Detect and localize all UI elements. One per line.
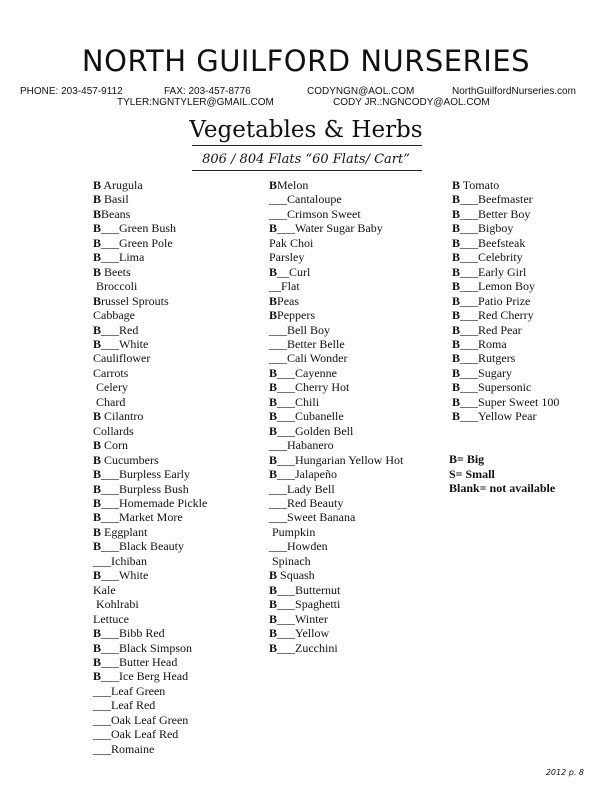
list-item: Kale — [93, 582, 116, 597]
list-item: ___Oak Leaf Green — [93, 712, 189, 727]
list-item: B__Curl — [269, 264, 311, 279]
list-item: ___Leaf Red — [93, 698, 156, 713]
list-item: B___Winter — [269, 611, 328, 626]
list-item: B___White — [93, 568, 149, 583]
list-item: B___Red Pear — [452, 322, 522, 337]
list-item: ___Romaine — [93, 741, 155, 756]
list-item: ___Bell Boy — [269, 322, 331, 337]
list-item: B Tomato — [452, 178, 500, 192]
list-item: B___Ice Berg Head — [93, 669, 189, 684]
list-item: B Cucumbers — [93, 452, 159, 467]
list-item: B___Cayenne — [269, 365, 337, 380]
list-item: ___Sweet Banana — [269, 510, 356, 525]
list-item: B___Spaghetti — [269, 597, 341, 612]
list-item: B Beets — [93, 264, 131, 279]
list-item: B___Chili — [269, 394, 320, 409]
list-item: Chard — [93, 394, 126, 409]
list-item: B___Bigboy — [452, 221, 514, 236]
list-item: ___Red Beauty — [269, 495, 344, 510]
list-item: Kohlrabi — [93, 597, 139, 612]
list-item: Brussel Sprouts — [93, 293, 169, 308]
section-title: Vegetables & Herbs — [189, 117, 423, 143]
list-item: Cabbage — [93, 308, 135, 323]
fax-number: FAX: 203-457-8776 — [164, 86, 251, 97]
list-item: B___Lemon Boy — [452, 279, 536, 294]
email-tyler: TYLER:NGNTYLER@GMAIL.COM — [117, 97, 274, 108]
list-item: B___Hungarian Yellow Hot — [269, 452, 404, 467]
page-title: NORTH GUILFORD NURSERIES — [81, 44, 531, 78]
legend-blank: Blank= not available — [449, 481, 556, 495]
list-item: B___Homemade Pickle — [93, 495, 208, 510]
list-item: B Corn — [93, 438, 129, 453]
list-item: ___Lady Bell — [269, 481, 335, 496]
list-item: Spinach — [269, 553, 311, 568]
list-item: B___Patio Prize — [452, 293, 531, 308]
section-subtitle: 806 / 804 Flats “60 Flats/ Cart” — [202, 152, 410, 167]
list-item: B___Black Beauty — [93, 539, 184, 554]
list-item: B___Butter Head — [93, 654, 178, 669]
list-item: B___Cubanelle — [269, 409, 344, 424]
list-item: B Cilantro — [93, 409, 144, 424]
list-item: BPeas — [269, 293, 300, 308]
list-item: B___Burpless Early — [93, 467, 191, 482]
list-item: Carrots — [93, 365, 129, 380]
list-item: Collards — [93, 423, 134, 438]
list-item: B___Beefmaster — [452, 192, 533, 207]
list-item: Cauliflower — [93, 351, 151, 366]
list-item: B___Green Pole — [93, 235, 173, 250]
list-item: B___Cherry Hot — [269, 380, 350, 395]
list-item: Broccoli — [93, 279, 138, 294]
list-item: B___Lima — [93, 250, 145, 265]
email-cody-jr: CODY JR.:NGNCODY@AOL.COM — [333, 97, 490, 108]
list-item: Parsley — [269, 250, 305, 265]
list-item: B___Roma — [452, 336, 507, 351]
list-item: Pak Choi — [269, 235, 314, 250]
item-column-1 — [93, 178, 207, 756]
list-item: BPeppers — [269, 308, 316, 323]
list-item: B___White — [93, 336, 149, 351]
list-item: B___Jalapeño — [269, 467, 337, 482]
list-item: Lettuce — [93, 611, 129, 626]
list-item: B___Golden Bell — [269, 423, 354, 438]
list-item: ___Oak Leaf Red — [93, 727, 179, 742]
list-item: B___Better Boy — [452, 206, 531, 221]
list-item: ___Cantaloupe — [269, 192, 342, 207]
list-item: B Eggplant — [93, 524, 148, 539]
list-item: B Squash — [269, 568, 315, 583]
list-item: B___Burpless Bush — [93, 481, 189, 496]
email-main: CODYNGN@AOL.COM — [307, 86, 415, 97]
item-column-3 — [452, 178, 559, 424]
list-item: Celery — [93, 380, 128, 395]
list-item: B___Green Bush — [93, 221, 177, 236]
list-item: B___Super Sweet 100 — [452, 394, 560, 409]
list-item: B Basil — [93, 192, 129, 207]
list-item: B___Red Cherry — [452, 308, 534, 323]
list-item: Pumpkin — [269, 524, 316, 539]
list-item: B___Yellow Pear — [452, 409, 537, 424]
list-item: BBeans — [93, 206, 131, 221]
legend-big: B= Big — [449, 452, 485, 466]
legend — [449, 452, 555, 496]
list-item: B___Early Girl — [452, 264, 527, 279]
list-item: B___Water Sugar Baby — [269, 221, 383, 236]
divider-bottom — [192, 170, 422, 171]
item-column-2 — [269, 178, 403, 655]
list-item: ___Ichiban — [93, 553, 147, 568]
list-item: BMelon — [269, 178, 309, 192]
list-item: B___Rutgers — [452, 351, 516, 366]
phone-number: PHONE: 203-457-9112 — [20, 86, 123, 97]
list-item: B___Supersonic — [452, 380, 532, 395]
list-item: B___Butternut — [269, 582, 341, 597]
website: NorthGuilfordNurseries.com — [452, 86, 576, 97]
list-item: B___Market More — [93, 510, 183, 525]
page-footer: 2012 p. 8 — [545, 768, 584, 777]
list-item: __Flat — [269, 279, 300, 294]
list-item: B Arugula — [93, 178, 143, 192]
list-item: B___Bibb Red — [93, 626, 165, 641]
legend-small: S= Small — [449, 466, 495, 481]
list-item: ___Leaf Green — [93, 683, 166, 698]
list-item: B___Sugary — [452, 365, 513, 380]
list-item: ___Cali Wonder — [269, 351, 348, 366]
list-item: B___Celebrity — [452, 250, 523, 265]
divider-top — [192, 145, 422, 146]
list-item: ___Habanero — [269, 438, 334, 453]
list-item: B___Black Simpson — [93, 640, 193, 655]
list-item: B___Red — [93, 322, 139, 337]
list-item: B___Yellow — [269, 626, 330, 641]
list-item: ___Better Belle — [269, 336, 345, 351]
list-item: B___Zucchini — [269, 640, 338, 655]
list-item: ___Howden — [269, 539, 328, 554]
list-item: B___Beefsteak — [452, 235, 526, 250]
list-item: ___Crimson Sweet — [269, 206, 361, 221]
